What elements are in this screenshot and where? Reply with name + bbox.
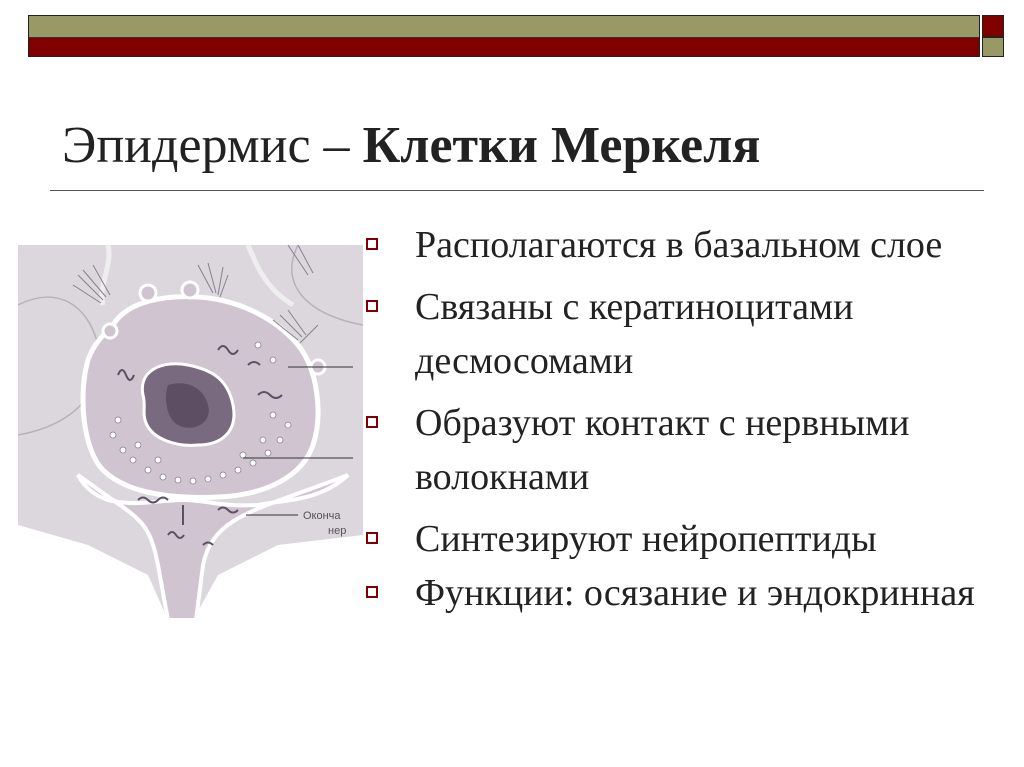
- header-bar-outline: [28, 15, 980, 57]
- square-bullet-icon: [366, 586, 378, 598]
- bullet-item: [364, 566, 1004, 620]
- page-title: [62, 116, 760, 175]
- title-divider: [50, 190, 984, 191]
- figure-label-1: Оконча: [303, 510, 341, 522]
- bullet-item: [364, 280, 1004, 388]
- merkel-cell-illustration: [18, 245, 363, 620]
- title-bold: Клетки Меркеля: [362, 117, 761, 174]
- bullet-text: Функции: осязание и эндокринная: [415, 572, 975, 614]
- bullet-item: [364, 396, 1004, 504]
- square-bullet-icon: [366, 300, 378, 312]
- bullet-text: Синтезируют нейропептиды: [415, 518, 877, 560]
- corner-box-olive: [982, 37, 1004, 57]
- title-normal: Эпидермис –: [62, 117, 363, 174]
- square-bullet-icon: [366, 238, 378, 250]
- bullet-text: Образуют контакт с нервными волокнами: [415, 402, 910, 498]
- bullet-item: [364, 512, 1004, 566]
- square-bullet-icon: [366, 532, 378, 544]
- bullet-text: Связаны с кератиноцитами десмосомами: [415, 286, 854, 382]
- square-bullet-icon: [366, 416, 378, 428]
- figure-label-2: нер: [328, 525, 347, 537]
- bullet-text: Располагаются в базальном слое: [415, 224, 943, 266]
- bullet-list: [364, 218, 1004, 628]
- corner-box-maroon: [982, 15, 1004, 37]
- bullet-item: [364, 218, 1004, 272]
